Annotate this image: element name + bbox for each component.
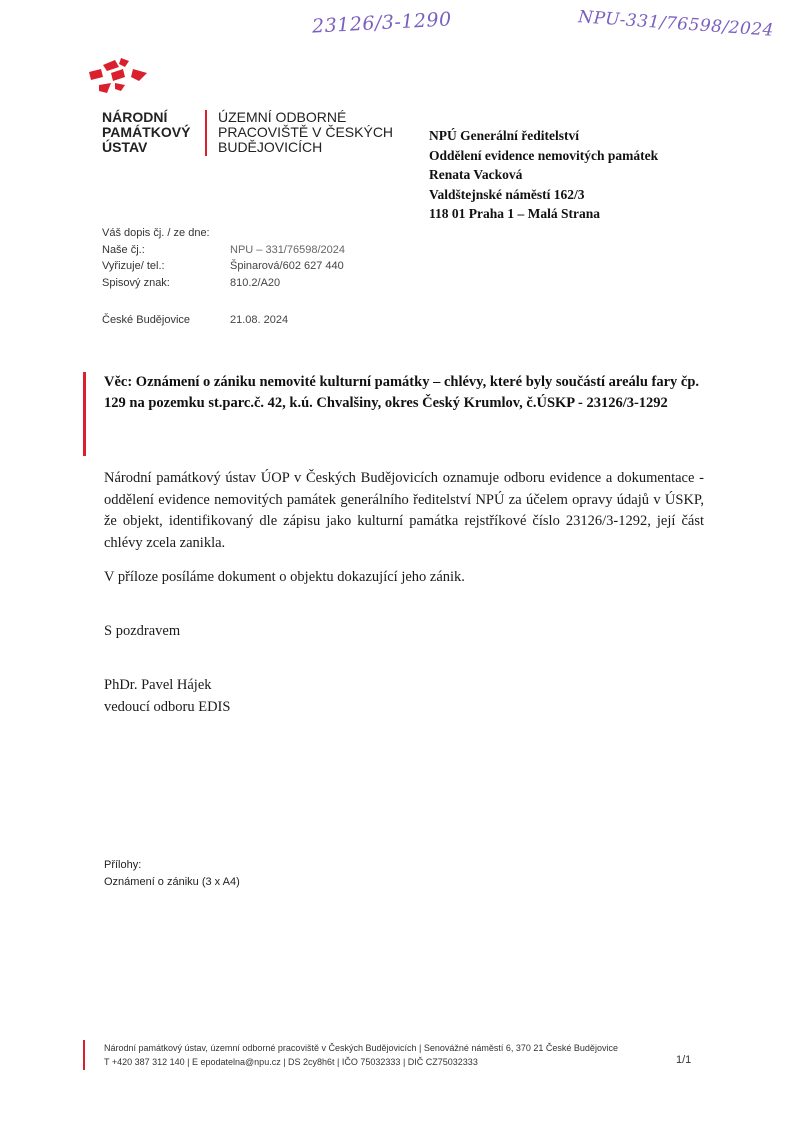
- handwritten-reference-right: NPU-331/76598/2024: [577, 7, 775, 41]
- department-name-line: ÚZEMNÍ ODBORNÉ: [218, 109, 347, 125]
- recipient-line: Oddělení evidence nemovitých památek: [429, 147, 659, 163]
- institution-name-line: ÚSTAV: [102, 139, 148, 155]
- handwritten-reference-left: 23126/3-1290: [311, 8, 453, 38]
- letter-subject: Věc: Oznámení o zániku nemovité kulturní památky – chlévy, které byly součástí areálu fary čp. 129 na pozemku st.parc.č. 42, k.ú. Chvalšiny, okres Český Krumlov, č.ÚSKP - 23126/3-1292: [104, 374, 700, 411]
- meta-value: Špinarová/602 627 440: [230, 260, 344, 272]
- meta-row: [102, 258, 345, 275]
- attachments: [104, 857, 240, 891]
- institution-name-line: NÁRODNÍ: [102, 109, 168, 125]
- signatory-name: PhDr. Pavel Hájek: [104, 677, 212, 693]
- recipient-line: NPÚ Generální ředitelství: [429, 128, 579, 143]
- meta-label: Vyřizuje/ tel.:: [102, 260, 165, 272]
- department-name-line: PRACOVIŠTĚ V ČESKÝCH: [218, 124, 394, 140]
- footer-contacts: T +420 387 312 140 | E epodatelna@npu.cz | DS 2cy8h6t | IČO 75032333 | DIČ CZ75032333: [104, 1057, 478, 1067]
- meta-value: NPU – 331/76598/2024: [230, 243, 345, 256]
- place-date: [102, 312, 288, 329]
- recipient-address: [429, 126, 658, 224]
- attachment-item: Oznámení o zániku (3 x A4): [104, 876, 240, 888]
- institution-name: [102, 110, 190, 155]
- footer-address: Národní památkový ústav, územní odborné pracoviště v Českých Budějovicích | Senovážné náměstí 6, 370 21 České Budějovice: [104, 1043, 618, 1053]
- greeting: S pozdravem: [104, 623, 181, 639]
- signature-block: [104, 675, 230, 718]
- body-paragraph: Národní památkový ústav ÚOP v Českých Budějovicích oznamuje odboru evidence a dokumentace - oddělení evidence nemovitých památek generálního ředitelství NPÚ za účelem opravy údajů v ÚSKP, že objekt, identifikovaný dle zápisu jako kulturní památka rejstříkové číslo 23126/3-1292, její část chlévy zcela zanikla.: [104, 470, 704, 551]
- department-name: [218, 110, 393, 155]
- subject-marker: [83, 372, 86, 456]
- body-paragraph: V příloze posíláme dokument o objektu dokazující jeho zánik.: [104, 569, 465, 585]
- recipient-line: Renata Vacková: [429, 167, 523, 182]
- letter-date: 21.08. 2024: [230, 314, 289, 326]
- institution-name-line: PAMÁTKOVÝ: [102, 124, 191, 140]
- meta-value: 810.2/A20: [230, 276, 281, 289]
- page-number: 1/1: [676, 1054, 692, 1066]
- meta-row: [102, 225, 345, 242]
- meta-label: Naše čj.:: [102, 243, 145, 256]
- recipient-line: 118 01 Praha 1 – Malá Strana: [429, 206, 600, 221]
- meta-row: [102, 275, 345, 292]
- recipient-line: Valdštejnské náměstí 162/3: [429, 186, 585, 202]
- meta-label: Váš dopis čj. / ze dne:: [102, 227, 210, 239]
- logo-divider: [205, 110, 207, 156]
- attachments-title: Přílohy:: [104, 859, 142, 871]
- meta-row: [102, 242, 345, 259]
- department-name-line: BUDĚJOVICÍCH: [218, 139, 323, 155]
- signatory-role: vedoucí odboru EDIS: [104, 698, 231, 715]
- letter-place: České Budějovice: [102, 314, 191, 326]
- footer-marker: [83, 1040, 85, 1070]
- npu-logo-icon: [85, 55, 157, 103]
- footer: [104, 1041, 704, 1069]
- meta-label: Spisový znak:: [102, 276, 170, 289]
- reference-metadata: [102, 225, 345, 291]
